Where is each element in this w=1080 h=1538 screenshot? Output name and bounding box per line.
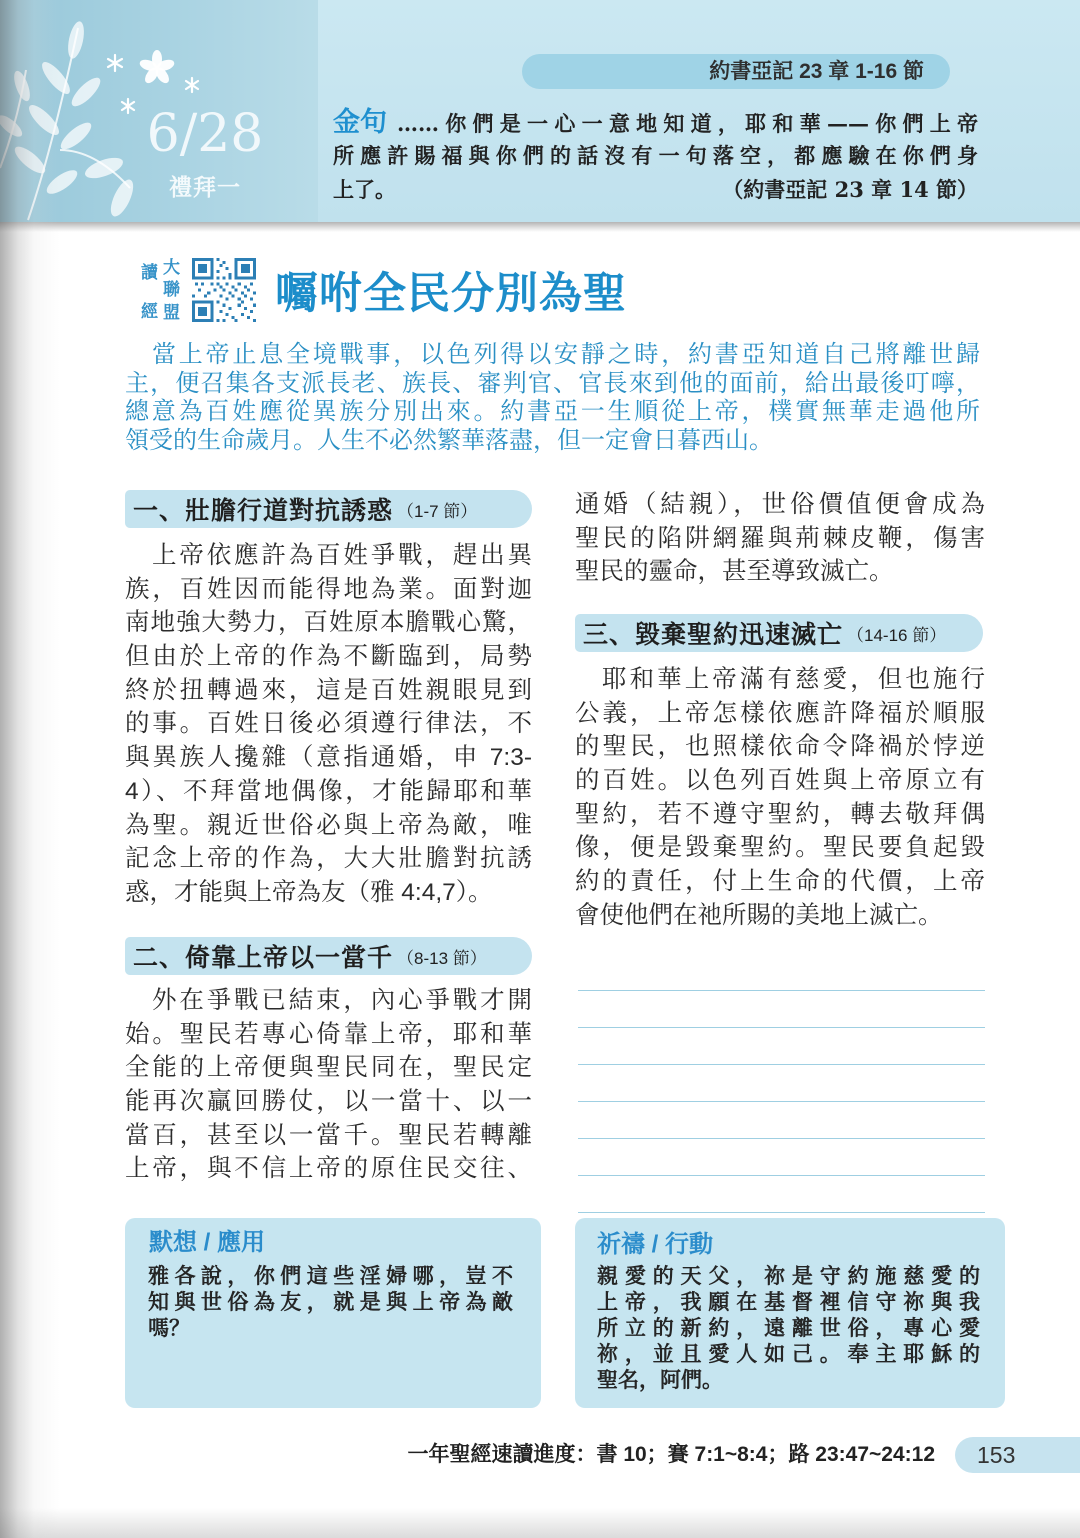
paragraph-line: 公義，上帝怎樣依應許降福於順服 [575, 699, 985, 727]
paragraph-line: 記念上帝的作為，大大壯膽對抗誘 [125, 845, 532, 873]
section-heading-title: 三、毀棄聖約迅速滅亡 [583, 621, 844, 649]
paragraph-line: 聖民的靈命，甚至導致滅亡。 [575, 558, 894, 586]
page-number: 153 [955, 1437, 1080, 1473]
notes-rule-line [578, 1101, 985, 1102]
paragraph-line: 的聖民，也照樣依命令降禍於悖逆 [575, 733, 985, 761]
reading-league-logo-char: 大 [163, 258, 180, 277]
notes-rule-line [578, 990, 985, 991]
reflection-line: 嗎？ [148, 1315, 190, 1340]
paragraph-line: 會使他們在祂所賜的美地上滅亡。 [575, 901, 943, 929]
paragraph-line: 約的責任，付上生命的代價，上帝 [575, 868, 985, 896]
paragraph-line: 外在爭戰已結束，內心爭戰才開 [152, 987, 532, 1014]
prayer-box [575, 1218, 1005, 1408]
intro-line: 當上帝止息全境戰事，以色列得以安靜之時，約書亞知道自己將離世歸 [152, 341, 980, 368]
paragraph-line: 耶和華上帝滿有慈愛，但也施行 [602, 666, 985, 693]
section-heading [125, 490, 532, 528]
paragraph-line: 聖民的陷阱網羅與荊棘皮鞭，傷害 [575, 524, 985, 552]
golden-verse-line: 上了。 [333, 177, 396, 202]
intro-paragraph [125, 341, 980, 455]
section-heading-title: 一、壯膽行道對抗誘惑 [133, 497, 394, 525]
paragraph-line: 南地強大勢力，百姓原本膽戰心驚， [125, 609, 532, 637]
golden-verse [333, 105, 978, 207]
golden-verse-reference: （約書亞記 23 章 14 節） [722, 177, 978, 202]
scripture-passage-badge: 約書亞記 23 章 1-16 節 [522, 54, 950, 89]
reflection-line: 知與世俗為友，就是與上帝為敵 [148, 1289, 513, 1314]
section-paragraph-continued [575, 488, 985, 589]
notes-rule-line [578, 1175, 985, 1176]
paragraph-line: 終於扭轉過來，這是百姓親眼見到 [125, 676, 532, 704]
date-label: 6/28 [146, 104, 264, 164]
paragraph-line: 4）、不拜當地偶像，才能歸耶和華 [125, 777, 532, 805]
paragraph-line: 通婚（結親），世俗價值便會成為 [575, 491, 985, 518]
notes-rule-line [578, 1138, 985, 1139]
golden-verse-label: 金句 [333, 107, 387, 137]
notes-rule-line [578, 1064, 985, 1065]
intro-line: 領受的生命歲月。人生不必然繁華落盡，但一定會日暮西山。 [125, 426, 773, 454]
prayer-line: 祢，並且愛人如己。奉主耶穌的 [597, 1341, 980, 1366]
paragraph-line: 族，百姓因而能得地為業。面對迦 [125, 575, 532, 603]
page-title: 囑咐全民分別為聖 [275, 270, 627, 318]
qr-code-icon [192, 258, 256, 322]
paragraph-line: 聖約，若不遵守聖約，轉去敬拜偶 [575, 800, 985, 828]
paragraph-line: 的事。百姓日後必須遵行律法，不 [125, 710, 532, 738]
reflection-line: 雅各說，你們這些淫婦哪，豈不 [148, 1263, 513, 1288]
section-paragraph [125, 984, 532, 1186]
intro-line: 主，便召集各支派長老、族長、審判官、官長來到他的面前，給出最後叮嚀， [125, 369, 980, 397]
golden-verse-line: 所應許賜福與你們的話沒有一句落空，都應驗在你們身 [333, 143, 978, 168]
section-heading [125, 937, 532, 975]
paragraph-line: 的百姓。以色列百姓與上帝原立有 [575, 767, 985, 795]
section-paragraph [125, 539, 532, 910]
reading-league-logo-char: 盟 [163, 303, 180, 322]
golden-verse-row [333, 105, 978, 139]
paragraph-line: 始。聖民若專心倚靠上帝，耶和華 [125, 1020, 532, 1048]
page-bottom-edge [0, 1508, 1080, 1538]
paragraph-line: 上帝依應許為百姓爭戰，趕出異 [152, 542, 532, 569]
paragraph-line: 但由於上帝的作為不斷臨到，局勢 [125, 643, 532, 671]
paragraph-line: 當百，甚至以一當千。聖民若轉離 [125, 1121, 532, 1149]
prayer-line: 上帝，我願在基督裡信守祢與我 [597, 1289, 980, 1314]
prayer-line: 親愛的天父，祢是守約施慈愛的 [597, 1263, 980, 1288]
paragraph-line: 能再次贏回勝仗，以一當十、以一 [125, 1088, 532, 1116]
intro-line: 總意為百姓應從異族分別出來。約書亞一生順從上帝，樸實無華走過他所 [125, 398, 980, 425]
section-verse-range: （1-7 節） [397, 501, 478, 521]
paragraph-line: 與異族人攙雜（意指通婚，申 7:3- [125, 744, 532, 772]
golden-verse-row [333, 173, 978, 207]
section-paragraph [575, 663, 985, 933]
prayer-line: 所立的新約，遠離世俗，專心愛 [597, 1315, 980, 1340]
prayer-text [597, 1263, 980, 1393]
prayer-title: 祈禱 / 行動 [597, 1231, 714, 1258]
reflection-box [125, 1218, 541, 1408]
section-verse-range: （14-16 節） [847, 625, 947, 645]
paragraph-line: 像，便是毀棄聖約。聖民要負起毀 [575, 834, 985, 862]
paragraph-line: 惑，才能與上帝為友（雅 4:4,7）。 [125, 878, 493, 906]
section-verse-range: （8-13 節） [397, 948, 487, 968]
notes-rule-line [578, 1212, 985, 1213]
golden-verse-line: ……你們是一心一意地知道，耶和華——你們上帝 [397, 111, 978, 136]
header-divider [0, 222, 1080, 232]
section-heading [575, 614, 983, 652]
reflection-title: 默想 / 應用 [149, 1229, 266, 1256]
weekday-label: 禮拜一 [169, 174, 241, 200]
golden-verse-row [333, 139, 978, 173]
reading-league-logo-char: 讀 [141, 263, 158, 282]
paragraph-line: 為聖。親近世俗必與上帝為敵，唯 [125, 811, 532, 839]
notes-rule-line [578, 1027, 985, 1028]
reflection-text [148, 1263, 513, 1341]
reading-league-logo-char: 聯 [163, 280, 180, 299]
prayer-line: 聖名，阿們。 [597, 1367, 723, 1392]
paragraph-line: 上帝，與不信上帝的原住民交往、 [125, 1155, 532, 1183]
paragraph-line: 全能的上帝便與聖民同在，聖民定 [125, 1054, 532, 1082]
reading-league-logo-char: 經 [141, 302, 158, 321]
reading-plan-progress: 一年聖經速讀進度：書 10；賽 7:1~8:4；路 23:47~24:12 [407, 1443, 935, 1466]
section-heading-title: 二、倚靠上帝以一當千 [133, 944, 394, 972]
